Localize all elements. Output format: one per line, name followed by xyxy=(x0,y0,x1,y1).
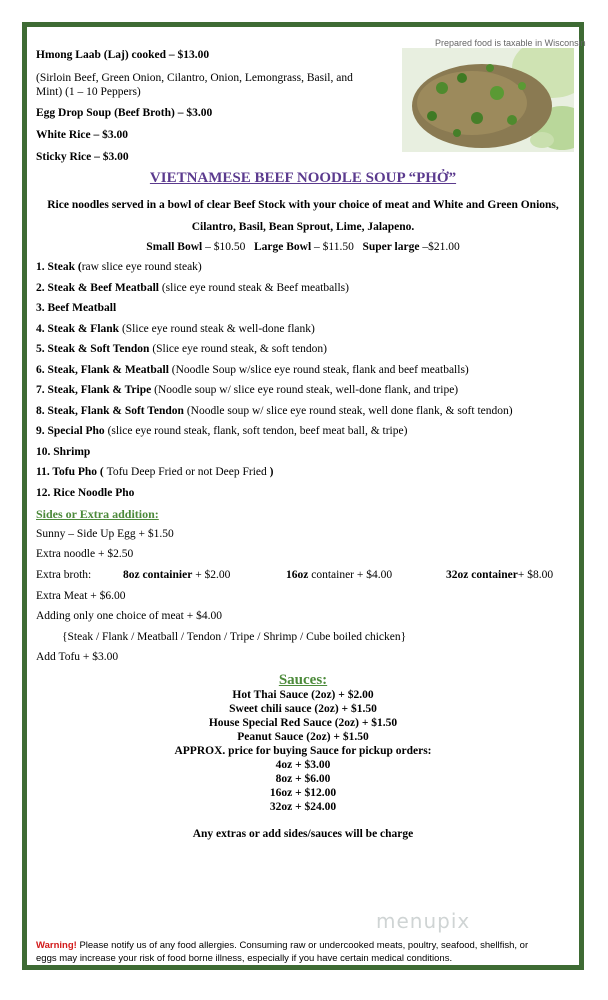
pho-item-desc: (slice eye round steak, flank, soft tendon, beef meat ball, & tripe) xyxy=(104,425,408,437)
pho-item-name: 4. Steak & Flank xyxy=(36,323,120,335)
pho-desc-1: Rice noodles served in a bowl of clear Beef Stock with your choice of meat and White and Green Onions, xyxy=(47,199,559,211)
side-egg: Sunny – Side Up Egg + $1.50 xyxy=(36,528,174,540)
side-noodle: Extra noodle + $2.50 xyxy=(36,548,134,560)
warning-line-1: Please notify us of any food allergies. Consuming raw or undercooked meats, poultry, seafood, shellfish, or xyxy=(76,940,529,951)
pho-item xyxy=(36,405,513,417)
item-hmong-laab: Hmong Laab (Laj) cooked – $13.00 xyxy=(36,49,210,61)
sauce-line: Hot Thai Sauce (2oz) + $2.00 xyxy=(232,689,374,701)
size-small-label: Small Bowl xyxy=(146,241,203,253)
pho-item xyxy=(36,323,315,335)
pho-item xyxy=(36,261,202,273)
item-sticky-rice: Sticky Rice – $3.00 xyxy=(36,151,129,163)
sauce-line: Sweet chili sauce (2oz) + $1.50 xyxy=(229,703,377,715)
sauce-line: 16oz + $12.00 xyxy=(269,787,337,799)
pho-item-name: 1. Steak ( xyxy=(36,261,82,273)
sauce-line: 32oz + $24.00 xyxy=(269,801,337,813)
sauce-line: Peanut Sauce (2oz) + $1.50 xyxy=(237,731,369,743)
pho-item-desc: (Slice eye round steak & well-done flank) xyxy=(119,323,315,335)
pho-item xyxy=(36,364,469,376)
pho-item xyxy=(36,282,349,294)
item-hmong-laab-desc-2: Mint) (1 – 10 Peppers) xyxy=(36,86,141,98)
sauce-note: Any extras or add sides/sauces will be charge xyxy=(192,828,414,840)
pho-item xyxy=(36,425,407,437)
sauce-line: 8oz + $6.00 xyxy=(275,773,331,785)
pho-item-desc: (Noodle soup w/ slice eye round steak, well-done flank, and tripe) xyxy=(151,384,459,396)
pho-item-desc: (Noodle soup w/ slice eye round steak, well done flank, & soft tendon) xyxy=(183,405,513,417)
allergy-warning-line-2: eggs may increase your risk of food borne illness, especially if you have certain medical conditions. xyxy=(36,953,453,964)
pho-item-name: 11. Tofu Pho ( xyxy=(36,466,107,478)
sauce-line: APPROX. price for buying Sauce for pickup orders: xyxy=(174,745,432,757)
size-super-label: Super large xyxy=(362,241,420,253)
pho-item-tail: ) xyxy=(269,466,274,478)
pho-item xyxy=(36,446,90,458)
pho-item-desc: Tofu Deep Fried or not Deep Fried xyxy=(106,466,270,478)
pho-item-desc: (Slice eye round steak, & soft tendon) xyxy=(149,343,328,355)
side-meat-choice: Adding only one choice of meat + $4.00 xyxy=(36,610,222,622)
side-meat-choice-list: {Steak / Flank / Meatball / Tendon / Tripe / Shrimp / Cube boiled chicken} xyxy=(62,631,407,643)
broth-16oz-price: container + $4.00 xyxy=(308,569,393,581)
pho-item-name: 12. Rice Noodle Pho xyxy=(36,487,135,499)
broth-16oz-name: 16oz xyxy=(286,569,309,581)
pho-item xyxy=(36,466,274,478)
size-super-price: –$21.00 xyxy=(419,241,460,253)
side-extra-meat: Extra Meat + $6.00 xyxy=(36,590,126,602)
pho-item-name: 6. Steak, Flank & Meatball xyxy=(36,364,169,376)
allergy-warning xyxy=(36,940,528,951)
pho-item-desc: raw slice eye round steak) xyxy=(81,261,202,273)
pho-item-name: 10. Shrimp xyxy=(36,446,91,458)
pho-item-desc: (Noodle Soup w/slice eye round steak, flank and beef meatballs) xyxy=(168,364,469,376)
pho-item-name: 7. Steak, Flank & Tripe xyxy=(36,384,152,396)
laab-photo xyxy=(402,48,574,152)
broth-32oz-name: 32oz container xyxy=(446,569,518,581)
sauce-line: 4oz + $3.00 xyxy=(275,759,331,771)
item-egg-drop-soup: Egg Drop Soup (Beef Broth) – $3.00 xyxy=(36,107,213,119)
broth-32oz-price: + $8.00 xyxy=(517,569,554,581)
pho-item xyxy=(36,384,458,396)
side-broth-32oz xyxy=(446,569,553,581)
broth-8oz-name: 8oz containier xyxy=(123,569,193,581)
pho-item xyxy=(36,487,134,499)
sauce-line: House Special Red Sauce (2oz) + $1.50 xyxy=(208,717,398,729)
pho-item-name: 2. Steak & Beef Meatball xyxy=(36,282,159,294)
pho-sizes xyxy=(27,241,579,253)
size-small-price: – $10.50 xyxy=(202,241,246,253)
size-large-price: – $11.50 xyxy=(311,241,354,253)
side-tofu: Add Tofu + $3.00 xyxy=(36,651,119,663)
side-broth-label: Extra broth: xyxy=(36,569,92,581)
warning-label: Warning! xyxy=(36,940,77,951)
broth-8oz-price: + $2.00 xyxy=(192,569,231,581)
item-hmong-laab-desc-1: (Sirloin Beef, Green Onion, Cilantro, Onion, Lemongrass, Basil, and xyxy=(36,72,353,84)
sides-heading: Sides or Extra addition: xyxy=(36,507,159,521)
pho-item-name: 5. Steak & Soft Tendon xyxy=(36,343,150,355)
sauces-heading: Sauces: xyxy=(278,672,328,688)
laab-dish-image xyxy=(402,48,574,152)
pho-title: VIETNAMESE BEEF NOODLE SOUP “PHỞ” xyxy=(149,170,457,186)
pho-item-name: 8. Steak, Flank & Soft Tendon xyxy=(36,405,184,417)
pho-item-desc: (slice eye round steak & Beef meatballs) xyxy=(158,282,349,294)
pho-item xyxy=(36,302,116,314)
side-broth-8oz xyxy=(123,569,230,581)
item-white-rice: White Rice – $3.00 xyxy=(36,129,128,141)
pho-desc-2: Cilantro, Basil, Bean Sprout, Lime, Jalapeno. xyxy=(191,221,415,233)
menupix-watermark: menupix xyxy=(376,909,471,933)
menu-page xyxy=(22,22,584,970)
size-large-label: Large Bowl xyxy=(253,241,312,253)
pho-item-name: 9. Special Pho xyxy=(36,425,105,437)
pho-item xyxy=(36,343,327,355)
side-broth-16oz xyxy=(286,569,392,581)
tax-note: Prepared food is taxable in Wisconsin xyxy=(435,38,586,48)
pho-item-name: 3. Beef Meatball xyxy=(36,302,117,314)
